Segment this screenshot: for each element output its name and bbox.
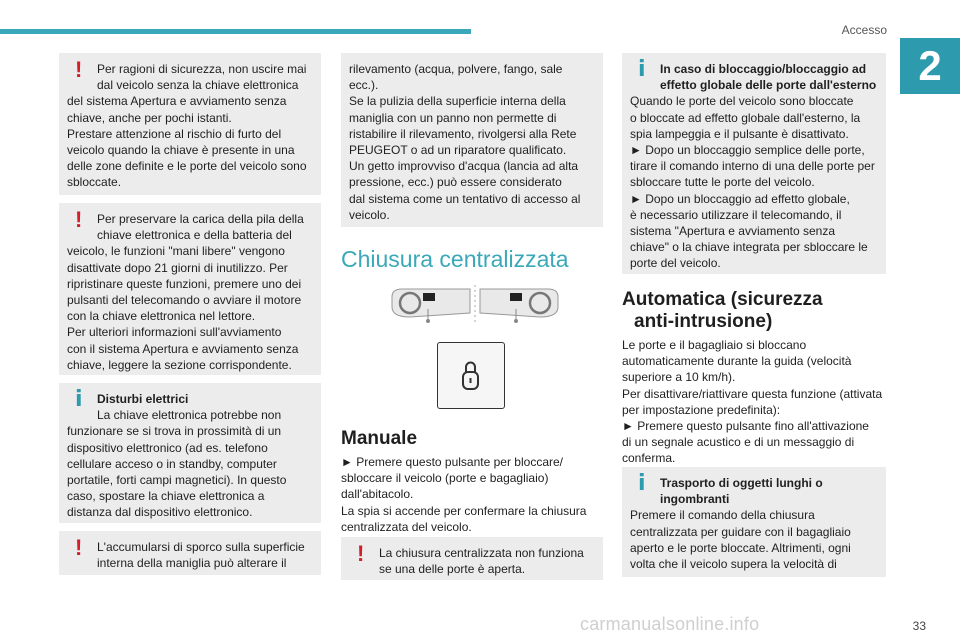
manual-instructions: ► Premere questo pulsante per bloccare/ sbloccare il veicolo (porte e bagagliaio) dall'abitacolo. La spia si accende per confermare la chiusura centralizzata del veicolo. [341, 455, 587, 534]
warning-icon: ! [75, 535, 83, 560]
watermark: carmanualsonline.info [580, 614, 760, 634]
warning-box-door-open: ! La chiusura centralizzata non funziona se una delle porte è aperta. [341, 537, 603, 580]
header-rule [0, 29, 471, 34]
warning-icon: ! [357, 541, 365, 566]
heading-automatic: Automatica (sicurezza anti-intrusione) [622, 289, 823, 332]
info-box-long-objects: i Trasporto di oggetti lunghi o ingombranti Premere il comando della chiusura centralizzata per guidare con il bagagliaio aperto e le porte bloccate. Altrimenti, ogni volta che il veicolo supera la velocità di [622, 467, 886, 577]
info-icon: i [638, 57, 646, 82]
page-number: 33 [912, 619, 926, 633]
heading-manual: Manuale [341, 428, 418, 449]
dashboard-illustration [390, 283, 560, 327]
warning-box-battery: ! Per preservare la carica della pila della chiave elettronica e della batteria del veicolo, le funzioni "mani libere" vengono disattivate dopo 21 giorni di inutilizzo. Per ripristinare queste funzioni, premere uno dei pulsanti del telecomando o avviare il motore con la chiave elettronica nel lettore. Per ulteriori informazioni sull'avviamento con il sistema Apertura e avviamento senza chiave, leggere la sezione corrispondente. [59, 203, 321, 375]
central-locking-button [437, 342, 505, 409]
info-box-external-locking: i In caso di bloccaggio/bloccaggio ad effetto globale delle porte dall'esterno Quando le porte del veicolo sono bloccate o bloccate ad effetto globale dall'esterno, la spia lampeggia e il pulsante è disattivato. ► Dopo un bloccaggio semplice delle porte, tirare il comando interno di una delle porte per sbloccare tutte le porte del veicolo. ► Dopo un bloccaggio ad effetto globale, è necessario utilizzare il telecomando, il sistema "Apertura e avviamento senza chiave" o la chiave integrata per sbloccare le porte del veicolo. [622, 53, 886, 274]
warning-icon: ! [75, 57, 83, 82]
info-icon: i [638, 471, 646, 496]
section-header-title: Accesso [841, 23, 887, 37]
chapter-number-tab: 2 [900, 38, 960, 94]
section-title-central-locking: Chiusura centralizzata [341, 246, 569, 272]
padlock-icon [438, 343, 504, 407]
warning-box-dirt: ! L'accumularsi di sporco sulla superficie interna della maniglia può alterare il [59, 531, 321, 575]
warning-box-security: ! Per ragioni di sicurezza, non uscire mai dal veicolo senza la chiave elettronica del sistema Apertura e avviamento senza chiave, anche per pochi istanti. Prestare attenzione al rischio di furto del veicolo quando la chiave è presente in una delle zone definite e le porte del veicolo sono sbloccate. [59, 53, 321, 195]
warning-box-continued: rilevamento (acqua, polvere, fango, sale ecc.). Se la pulizia della superficie interna della maniglia con un panno non permette di ristabilire il rilevamento, rivolgersi alla Rete PEUGEOT o ad un riparatore qualificato. Un getto improvviso d'acqua (lancia ad alta pressione, ecc.) può essere considerato dal sistema come un tentativo di accesso al veicolo. [341, 53, 603, 227]
automatic-instructions: Le porte e il bagagliaio si bloccano automaticamente durante la guida (velocità superiore a 10 km/h). Per disattivare/riattivare questa funzione (attivata per impostazione predefinita): ► Premere questo pulsante fino all'attivazione di un segnale acustico e di un messaggio di conferma. [622, 338, 883, 466]
info-box-electrical-interference: i Disturbi elettrici La chiave elettronica potrebbe non funzionare se si trova in prossimità di un dispositivo elettronico (ad es. telefono cellulare acceso o in standby, computer portatile, forti campi magnetici). In questo caso, spostare la chiave elettronica a distanza dal dispositivo elettronico. [59, 383, 321, 523]
warning-icon: ! [75, 207, 83, 232]
info-icon: i [75, 387, 83, 412]
